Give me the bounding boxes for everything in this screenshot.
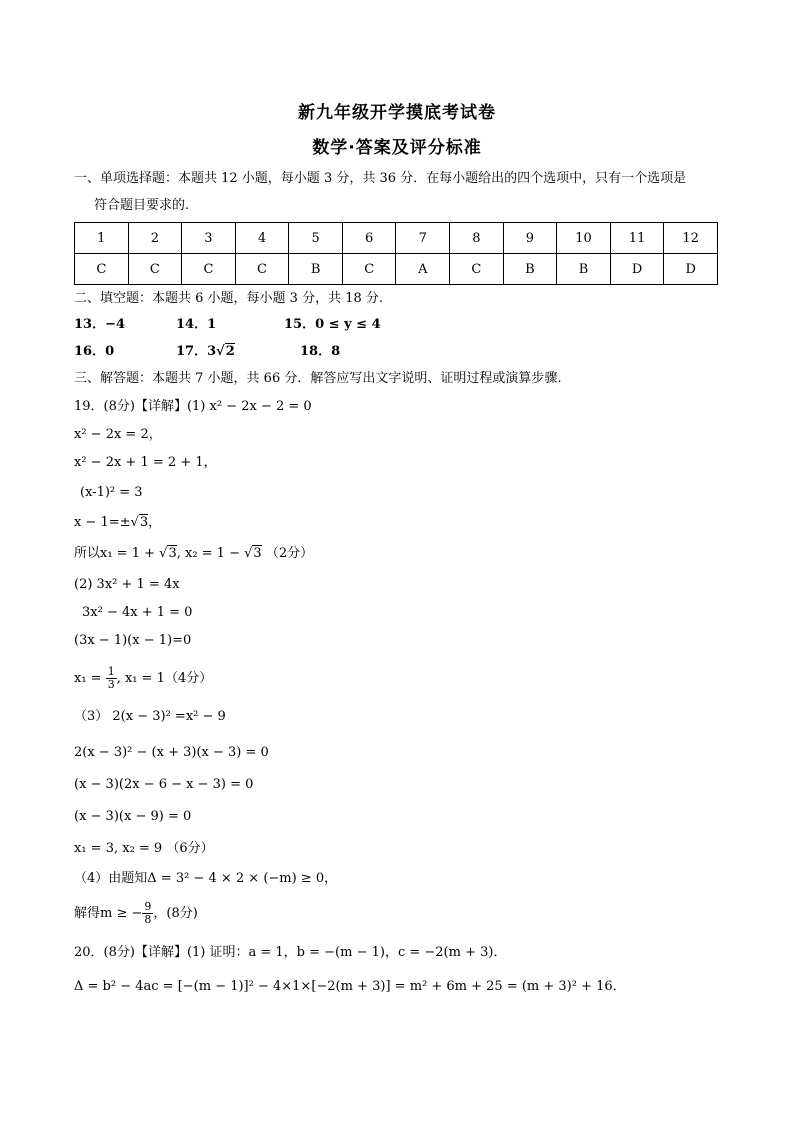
q19-line-6-root2: 3 — [253, 546, 262, 561]
answer-table-number-cell: 5 — [289, 223, 343, 254]
answer-q18: 18．8 — [300, 344, 341, 359]
answer-q16: 16．0 — [74, 344, 115, 359]
answer-table-number-cell: 8 — [450, 223, 504, 254]
answer-q13: 13．−4 — [74, 317, 126, 332]
fraction-denominator: 3 — [107, 678, 115, 691]
page-subtitle: 数学·答案及评分标准 — [312, 138, 482, 158]
page-title: 新九年级开学摸底考试卷 — [298, 103, 496, 123]
q19-line-7: (2) 3x² + 1 = 4x — [74, 577, 180, 592]
answer-q17: 17．3√2 — [176, 344, 235, 359]
answer-table-answer-row — [75, 254, 718, 285]
q19-line-10-text: x₁ = — [74, 671, 106, 686]
q19-line-5: x − 1=±√3， — [74, 515, 162, 530]
section1-heading: 一、单项选择题：本题共 12 小题，每小题 3 分，共 36 分．在每小题给出的四个选项中，只有一个选项是 — [74, 171, 687, 186]
q19-line-6-score: （2分） — [261, 546, 314, 561]
answer-table-number-cell: 9 — [503, 223, 557, 254]
section3-heading: 三、解答题：本题共 7 小题，共 66 分．解答应写出文字说明、证明过程或演算步骤. — [74, 371, 562, 386]
answer-table-number-cell: 6 — [342, 223, 396, 254]
q19-line-12: 2(x − 3)² − (x + 3)(x − 3) = 0 — [74, 745, 269, 760]
answer-table-answer-cell: D — [664, 254, 718, 285]
fraction-denominator: 8 — [144, 913, 152, 926]
q19-line-9: (3x − 1)(x − 1)=0 — [74, 633, 192, 648]
answer-table-answer-cell: C — [75, 254, 129, 285]
fraction-numerator: 9 — [144, 900, 152, 913]
answer-q17-root: 2 — [225, 344, 235, 359]
answer-table-answer-cell: B — [503, 254, 557, 285]
q19-line-6-text: 所以x₁ = 1 + — [74, 546, 160, 561]
q19-line-17-text: 解得m ≥ − — [74, 906, 143, 921]
q19-line-2: x² − 2x = 2， — [74, 427, 162, 442]
answer-q15: 15．0 ≤ y ≤ 4 — [284, 317, 381, 332]
fraction-nine-eighths — [142, 901, 153, 926]
answer-table-number-cell: 7 — [396, 223, 450, 254]
answer-table-answer-cell: B — [557, 254, 611, 285]
fraction-numerator: 1 — [107, 665, 115, 678]
answer-table-answer-cell: A — [396, 254, 450, 285]
q19-line-6-root1: 3 — [168, 546, 177, 561]
answer-table-answer-cell: C — [128, 254, 182, 285]
answer-q17-label: 17．3 — [176, 344, 217, 359]
q19-line-5-end: ， — [148, 515, 162, 530]
answer-table-answer-cell: C — [235, 254, 289, 285]
answer-table-number-cell: 1 — [75, 223, 129, 254]
q19-line-5-text: x − 1=± — [74, 515, 131, 530]
q19-line-3: x² − 2x + 1 = 2 + 1， — [74, 455, 217, 470]
q19-line-16: （4）由题知Δ = 3² − 4 × 2 × (−m) ≥ 0， — [74, 871, 338, 886]
q19-line-11: （3） 2(x − 3)² =x² − 9 — [74, 709, 226, 724]
q19-line-1: 19．(8分)【详解】(1) x² − 2x − 2 = 0 — [74, 399, 312, 414]
q19-line-14: (x − 3)(x − 9) = 0 — [74, 809, 192, 824]
answer-table — [74, 222, 718, 285]
q19-line-17-end: ，(8分) — [153, 906, 198, 921]
q19-line-8: 3x² − 4x + 1 = 0 — [82, 605, 193, 620]
answer-q14: 14．1 — [176, 317, 217, 332]
q19-line-17 — [74, 901, 198, 926]
answer-table-number-cell: 4 — [235, 223, 289, 254]
q19-line-13: (x − 3)(2x − 6 − x − 3) = 0 — [74, 777, 254, 792]
q19-line-10 — [74, 666, 212, 691]
q20-line-2: Δ = b² − 4ac = [−(m − 1)]² − 4×1×[−2(m + 3)] = m² + 6m + 25 = (m + 3)² + 16． — [74, 979, 626, 994]
answer-table-number-row — [75, 223, 718, 254]
answer-table-answer-cell: C — [182, 254, 236, 285]
q19-line-5-root: 3 — [139, 515, 149, 530]
answer-table-number-cell: 11 — [610, 223, 664, 254]
section1-heading-cont: 符合题目要求的. — [94, 198, 190, 213]
q19-line-6: 所以x₁ = 1 + √3, x₂ = 1 − √3 （2分） — [74, 546, 314, 561]
answer-table-answer-cell: C — [342, 254, 396, 285]
q20-line-1: 20．(8分)【详解】(1) 证明：a = 1，b = −(m − 1)，c = −2(m + 3)． — [74, 945, 507, 960]
answer-table-number-cell: 10 — [557, 223, 611, 254]
section2-heading: 二、填空题：本题共 6 小题，每小题 3 分，共 18 分. — [74, 291, 384, 306]
q19-line-15: x₁ = 3, x₂ = 9 （6分） — [74, 841, 214, 856]
answer-table-answer-cell: B — [289, 254, 343, 285]
q19-line-4: (x-1)² = 3 — [80, 485, 143, 500]
answer-table-answer-cell: D — [610, 254, 664, 285]
answer-table-number-cell: 3 — [182, 223, 236, 254]
answer-table-answer-cell: C — [450, 254, 504, 285]
q19-line-10-end: , x₁ = 1（4分） — [116, 671, 213, 686]
answer-table-number-cell: 2 — [128, 223, 182, 254]
answer-table-number-cell: 12 — [664, 223, 718, 254]
q19-line-6-mid: , x₂ = 1 − — [176, 546, 245, 561]
fraction-one-third — [106, 666, 117, 691]
